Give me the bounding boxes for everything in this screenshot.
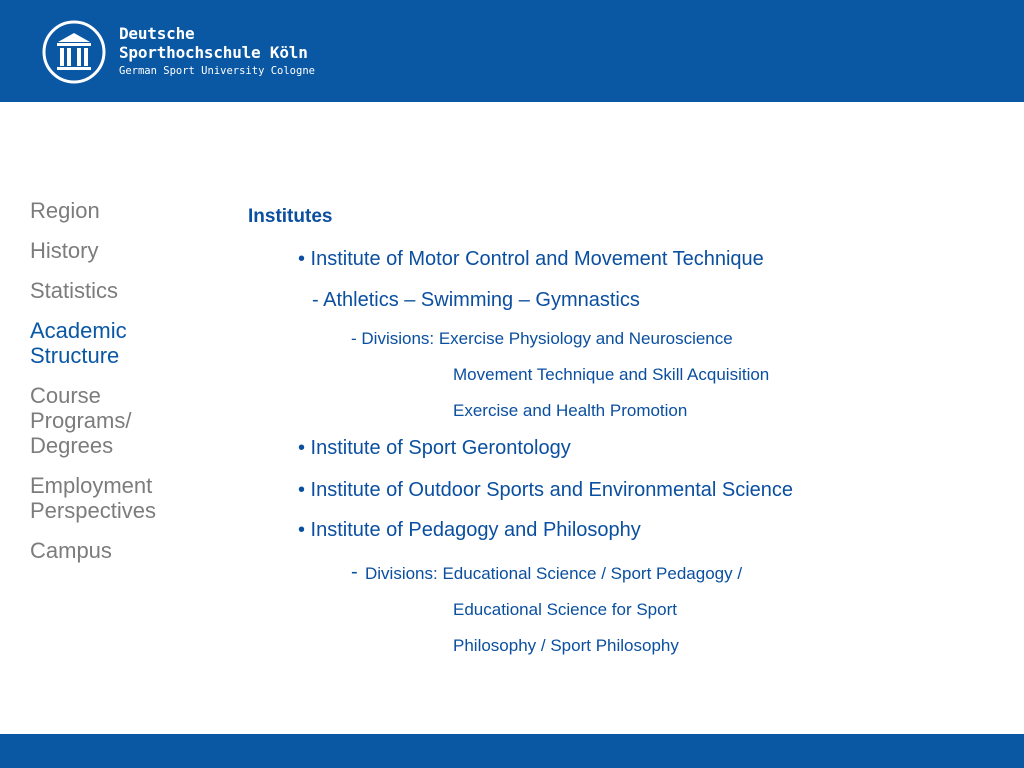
footer-bar [0,734,1024,768]
logo-line-2: Sporthochschule Köln [119,43,308,62]
header-bar [0,0,1024,102]
institute-gerontology: • Institute of Sport Gerontology [298,437,571,459]
nav-item-statistics[interactable]: Statistics [30,278,119,303]
divisions-motor-2: Movement Technique and Skill Acquisition [453,365,770,384]
institute-pedagogy: • Institute of Pedagogy and Philosophy [298,519,641,541]
sub-athletics: - Athletics – Swimming – Gymnastics [312,289,640,311]
nav-item-campus[interactable]: Campus [30,538,112,563]
divisions-motor-1: - Divisions: Exercise Physiology and Neuroscience [351,329,733,348]
divisions-motor-3: Exercise and Health Promotion [453,401,688,420]
nav-item-academic-structure[interactable]: Academic Structure [30,318,127,368]
divisions-pedagogy-1: Divisions: Educational Science / Sport Pedagogy / [365,564,743,583]
institute-outdoor-sports: • Institute of Outdoor Sports and Environmental Science [298,479,794,501]
divisions-pedagogy-2: Educational Science for Sport [453,600,677,619]
nav-item-course-programs[interactable]: Course Programs/ Degrees [30,383,132,458]
university-logo-text [119,24,315,79]
nav-item-history[interactable]: History [30,238,99,263]
institutes-heading: Institutes [248,206,333,227]
logo-line-1: Deutsche [119,24,195,43]
sidebar-nav [30,198,230,578]
nav-item-region[interactable]: Region [30,198,100,223]
institute-motor-control: • Institute of Motor Control and Movement Technique [298,248,764,270]
logo-line-3: German Sport University Cologne [119,65,315,77]
temple-columns-icon [42,20,106,84]
divisions-pedagogy-dash: - [351,561,358,583]
divisions-pedagogy-3: Philosophy / Sport Philosophy [453,636,679,655]
nav-item-employment-perspectives[interactable]: Employment Perspectives [30,473,156,523]
